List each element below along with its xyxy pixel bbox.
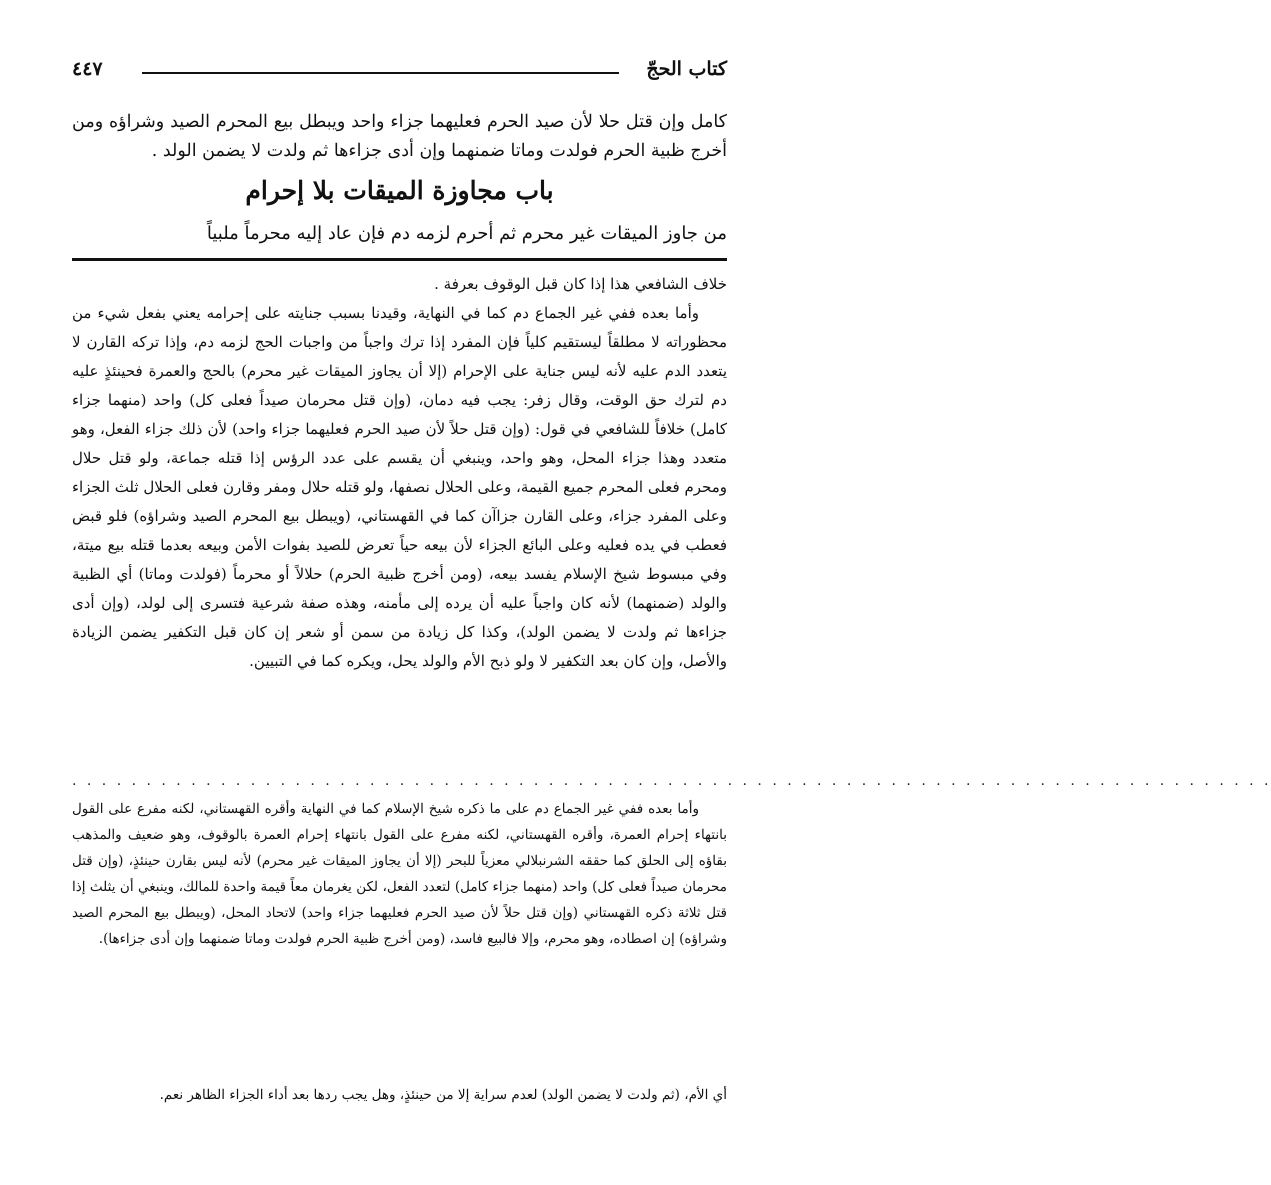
commentary-paragraph-2: وأما بعده ففي غير الجماع دم كما في النهاية، وقيدنا بسبب جنايته على إحرامه يعني بفعل شيء من محظوراته لا مطلقاً ليستقيم كلياً فإن المفرد إذا ترك واجباً من واجبات الحج لزمه دم، وإذا تركه القارن لا يتعدد الدم عليه لأنه ليس جناية على الإحرام (إلا أن يجاوز الميقات غير محرم) بالحج والعمرة فحينئذٍ عليه دم لترك حق الوقت، وقال زفر: يجب فيه دمان، (وإن قتل محرمان صيداً فعلى كل) واحد (منهما جزاء كامل) خلافاً للشافعي في قول: (وإن قتل حلاً لأن صيد الحرم فعليهما جزاء واحد) لأن ذلك جزاء الفعل، وهو متعدد وهذا جزاء المحل، وهو واحد، وينبغي أن يقسم على عدد الرؤس إذا قتله جماعة، ولو قتل حلال ومحرم فعلى المحرم جميع القيمة، وعلى الحلال نصفها، ولو قتله حلال ومفر وقارن فعلى الحلال ثلث الجزاء وعلى المفرد جزاء، وعلى القارن جزاآن كما في القهستاني، (ويبطل بيع المحرم الصيد وشراؤه) فلو قبض فعطب في يده فعليه وعلى البائع الجزاء لأن بيعه حياً تعرض للصيد بفوات الأمن وبيعه بعدما قتله بيع ميتة، وفي مبسوط شيخ الإسلام يفسد بيعه، (ومن أخرج ظبية الحرم) حلالاً أو محرماً (فولدت وماتا) أي الظبية والولد (ضمنهما) لأنه كان واجباً عليه أن يرده إلى مأمنه، وهذه صفة شرعية فتسرى إلى لولد، (وإن أدى جزاءها ثم ولدت لا يضمن الولد)، وكذا كل زيادة من سمن أو شعر إن كان قبل التكفير يضمن الزيادة والأصل، وإن كان بعد التكفير لا ولو ذبح الأم والولد يحل، ويكره كما في التبيين. — [72, 304, 727, 670]
footnote-2 — [72, 1082, 727, 1108]
matn-paragraph: كامل وإن قتل حلا لأن صيد الحرم فعليهما جزاء واحد ويبطل بيع المحرم الصيد وشراؤه ومن أخرج ظبية الحرم فولدت وماتا ضمنهما وإن أدى جزاءها ثم ولدت لا يضمن الولد . — [72, 112, 727, 161]
dotted-separator: . . . . . . . . . . . . . . . . . . . . . . . . . . . . . . . . . . . . . . . . . . . . . . . . . . . . . . . . . . . . . . . . . . . . . . . . . . . . . . . . . — [72, 773, 1271, 789]
book-title: كتاب الحجّ — [646, 58, 727, 80]
matn-text — [72, 108, 727, 166]
page-number: ٤٤٧ — [72, 58, 103, 80]
chapter-text: من جاوز الميقات غير محرم ثم أحرم لزمه دم فإن عاد إليه محرماً ملبياً — [206, 223, 727, 244]
chapter-title: باب مجاوزة الميقات بلا إحرام — [245, 176, 554, 205]
footnote-1 — [72, 796, 727, 952]
header-rule — [142, 72, 619, 74]
commentary-paragraph-1: خلاف الشافعي هذا إذا كان قبل الوقوف بعرفة . — [434, 275, 727, 293]
page-header — [72, 58, 727, 88]
footnote-paragraph-2: أي الأم، (ثم ولدت لا يضمن الولد) لعدم سراية إلا من حينئذٍ، وهل يجب ردها بعد أداء الجزاء الظاهر نعم. — [159, 1087, 727, 1103]
footnote-paragraph-1: وأما بعده ففي غير الجماع دم على ما ذكره شيخ الإسلام كما في النهاية وأقره القهستاني، لكنه مفرع على القول بانتهاء إحرام العمرة، وأقره القهستاني، لكنه مفرع على القول بانتهاء إحرام العمرة بالوقوف، وهو ضعيف والمذهب بقاؤه إلى الحلق كما حققه الشرنبلالي معزياً للبحر (إلا أن يجاوز الميقات غير محرم) لأنه ليس بقارن حينئذٍ، (وإن قتل محرمان صيداً فعلى كل) واحد (منهما جزاء كامل) لتعدد الفعل، لكن يغرمان معاً قيمة واحدة للمالك، وينبغي أن يثلث إذا قتل ثلاثة ذكره القهستاني (وإن قتل حلاً لأن صيد الحرم فعليهما جزاء واحد) لاتحاد المحل، (ويبطل بيع المحرم الصيد وشراؤه) إن اصطاده، وهو محرم، وإلا فالبيع فاسد، (ومن أخرج ظبية الحرم فولدت وماتا ضمنهما وإن أدى جزاءها). — [72, 801, 727, 947]
commentary — [72, 270, 727, 676]
section-rule — [72, 258, 727, 261]
